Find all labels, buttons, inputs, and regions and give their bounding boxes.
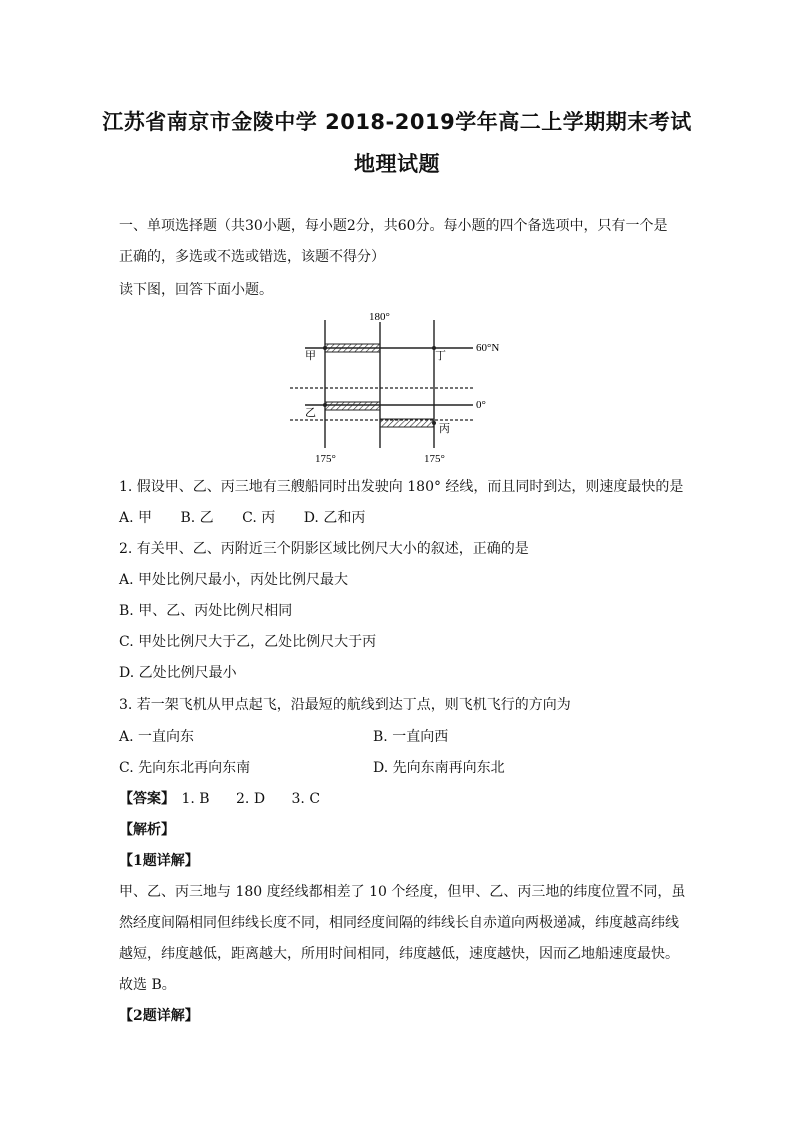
q1-option-c: C. 丙 [242,510,276,526]
q3-options-row-1 [119,727,679,747]
answer-2: 2. D [236,791,266,807]
question-3-text: 3. 若一架飞机从甲点起飞，沿最短的航线到达丁点，则飞机飞行的方向为 [119,697,571,713]
answer-label: 【答案】 [119,791,175,807]
label-bing: 丙 [439,422,450,435]
instruction: 读下图，回答下面小题。 [119,282,273,298]
q3-option-b: B. 一直向西 [373,729,449,745]
label-bottom-left-lon: 175° [315,453,336,465]
answer-1: 1. B [181,791,210,807]
q2-detail-label: 【2题详解】 [119,1008,199,1024]
label-jia: 甲 [305,349,316,362]
label-0: 0° [476,399,486,411]
q3-options-row-2 [119,758,679,778]
label-yi: 乙 [305,406,316,419]
analysis-label: 【解析】 [119,822,175,838]
q2-option-b: B. 甲、乙、丙处比例尺相同 [119,603,293,619]
q3-option-a: A. 一直向东 [119,729,195,745]
question-1-text: 1. 假设甲、乙、丙三地有三艘船同时出发驶向 180° 经线，而且同时到达，则速度最快的是 [119,479,684,495]
label-top-lon: 180° [369,311,390,323]
q1-detail-line-2: 然经度间隔相同但纬线长度不同，相同经度间隔的纬线长自赤道向两极递减，纬度越高纬线 [119,915,679,931]
section-heading-line-2: 正确的，多选或不选或错选，该题不得分） [119,249,385,265]
question-1-options [119,508,679,528]
shaded-area-jia [325,344,380,352]
title-line-2: 地理试题 [354,152,440,176]
point-yi [323,403,327,407]
label-60n: 60°N [476,342,500,354]
q1-option-a: A. 甲 [119,510,153,526]
q2-option-d: D. 乙处比例尺最小 [119,665,237,681]
shaded-area-bing [380,419,434,427]
q2-option-a: A. 甲处比例尺最小，丙处比例尺最大 [119,572,349,588]
question-2-text: 2. 有关甲、乙、丙附近三个阴影区域比例尺大小的叙述，正确的是 [119,541,529,557]
point-jia [323,346,327,350]
q1-option-d: D. 乙和丙 [303,510,366,526]
q1-detail-line-1: 甲、乙、丙三地与 180 度经线都相差了 10 个经度，但甲、乙、丙三地的纬度位置不同，虽 [119,884,686,900]
answer-line [119,789,679,809]
answer-3: 3. C [291,791,321,807]
q3-option-c: C. 先向东北再向东南 [119,760,251,776]
title-line-1: 江苏省南京市金陵中学 2018-2019学年高二上学期期末考试 [102,110,692,134]
section-heading-line-1: 一、单项选择题（共30小题，每小题2分，共60分。每小题的四个备选项中，只有一个是 [119,218,668,234]
shaded-area-yi [325,402,380,410]
q1-detail-line-4: 故选 B。 [119,977,176,993]
lat-lon-figure [285,308,515,468]
q2-option-c: C. 甲处比例尺大于乙，乙处比例尺大于丙 [119,634,377,650]
q1-detail-line-3: 越短，纬度越低，距离越大，所用时间相同，纬度越低，速度越快，因而乙地船速度最快。 [119,946,679,962]
q1-option-b: B. 乙 [180,510,214,526]
point-bing [432,421,436,425]
q3-option-d: D. 先向东南再向东北 [373,760,505,776]
label-bottom-right-lon: 175° [424,453,445,465]
q1-detail-label: 【1题详解】 [119,853,199,869]
label-ding: 丁 [435,349,446,362]
